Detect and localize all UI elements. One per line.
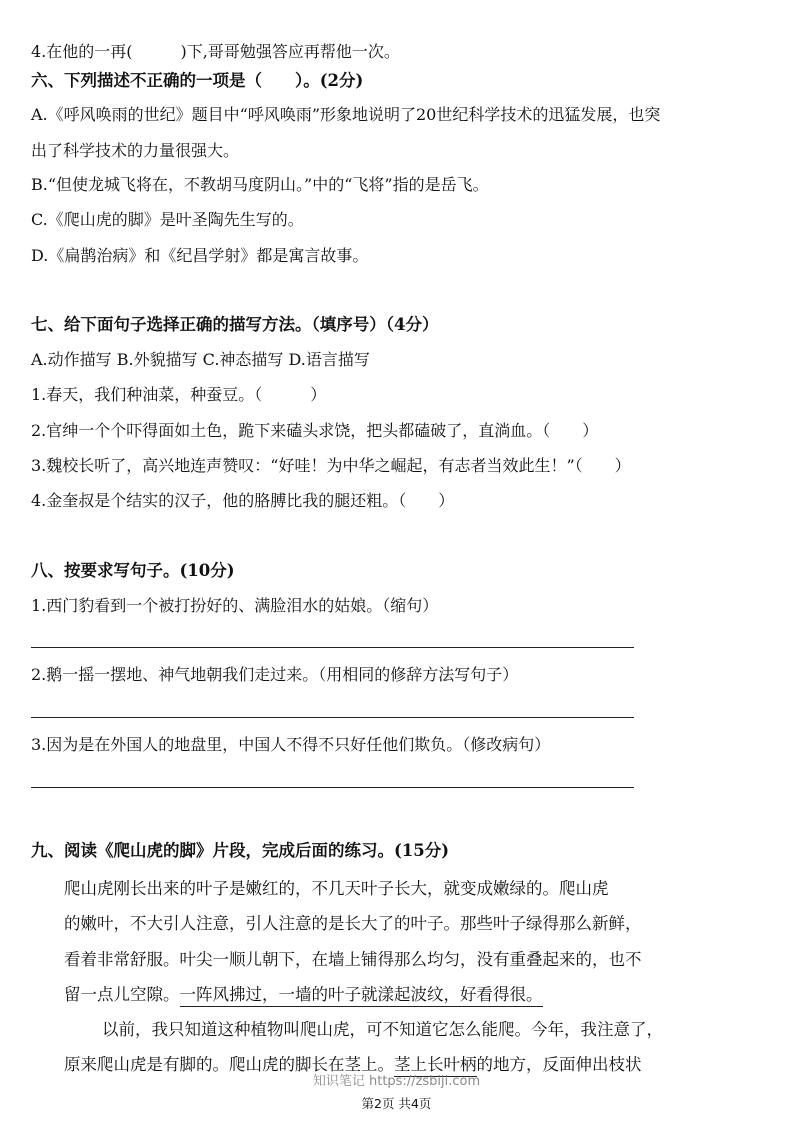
section-9-title: 九、阅读《爬山虎的脚》片段，完成后面的练习。(15分) xyxy=(31,841,450,860)
passage-text: 的地方，反面伸出枝状 xyxy=(476,1055,642,1074)
watermark: 知识笔记 https://zsbiji.com xyxy=(312,1074,481,1089)
passage-p1-line1: 爬山虎刚长出来的叶子是嫩红的，不几天叶子长大，就变成嫩绿的。爬山虎 xyxy=(64,879,609,898)
section-7-title: 七、给下面句子选择正确的描写方法。（填序号）（4分） xyxy=(31,315,439,334)
s7-question-3: 3.魏校长听了，高兴地连声赞叹：“好哇！为中华之崛起，有志者当效此生！”（ ） xyxy=(31,456,631,475)
page-number: 第2页 共4页 xyxy=(361,1096,432,1111)
passage-p2-line1: 以前，我只知道这种植物叫爬山虎，可不知道它怎么能爬。今年，我注意了， xyxy=(102,1020,663,1039)
s7-question-4: 4.金奎叔是个结实的汉子，他的胳膊比我的腿还粗。（ ） xyxy=(31,491,455,510)
s6-option-a-line1: A.《呼风唤雨的世纪》题目中“呼风唤雨”形象地说明了20世纪科学技术的迅猛发展，也突 xyxy=(31,105,661,124)
passage-p1-line4 xyxy=(64,984,543,1006)
s7-question-2: 2.官绅一个个吓得面如土色，跪下来磕头求饶，把头都磕破了，直淌血。（ ） xyxy=(31,421,599,440)
s6-option-b: B.“但使龙城飞将在，不教胡马度阴山。”中的“飞将”指的是岳飞。 xyxy=(31,175,489,194)
underlined-phrase: 茎上长叶柄 xyxy=(394,1055,477,1077)
answer-line-2[interactable] xyxy=(31,717,634,718)
answer-line-3[interactable] xyxy=(31,787,634,788)
underlined-sentence: 一阵风拂过，一墙的叶子就漾起波纹，好看得很。 xyxy=(180,985,543,1007)
passage-p1-line3: 看着非常舒服。叶尖一顺儿朝下，在墙上铺得那么均匀，没有重叠起来的，也不 xyxy=(64,950,642,969)
s8-question-2: 2.鹅一摇一摆地、神气地朝我们走过来。（用相同的修辞方法写句子） xyxy=(31,665,519,684)
s6-option-d: D.《扁鹊治病》和《纪昌学射》都是寓言故事。 xyxy=(31,246,369,265)
q5-item-4: 4.在他的一再( )下,哥哥勉强答应再帮他一次。 xyxy=(31,42,400,61)
s7-question-1: 1.春天，我们种油菜，种蚕豆。（ ） xyxy=(31,385,327,404)
passage-text: 留一点儿空隙。 xyxy=(64,985,180,1004)
passage-p1-line2: 的嫩叶，不大引人注意，引人注意的是长大了的叶子。那些叶子绿得那么新鲜， xyxy=(64,914,642,933)
s7-method-options: A.动作描写 B.外貌描写 C.神态描写 D.语言描写 xyxy=(31,350,370,369)
s8-question-3: 3.因为是在外国人的地盘里，中国人不得不只好任他们欺负。（修改病句） xyxy=(31,735,551,754)
answer-line-1[interactable] xyxy=(31,647,634,648)
s8-question-1: 1.西门豹看到一个被打扮好的、满脸泪水的姑娘。（缩句） xyxy=(31,596,439,615)
s6-option-c: C.《爬山虎的脚》是叶圣陶先生写的。 xyxy=(31,210,304,229)
s6-option-a-line2: 出了科学技术的力量很强大。 xyxy=(31,141,240,160)
section-8-title: 八、按要求写句子。(10分) xyxy=(31,561,235,580)
section-6-title: 六、下列描述不正确的一项是（ ）。(2分) xyxy=(31,71,364,90)
passage-text: 原来爬山虎是有脚的。爬山虎的脚长在茎上。 xyxy=(64,1055,394,1074)
